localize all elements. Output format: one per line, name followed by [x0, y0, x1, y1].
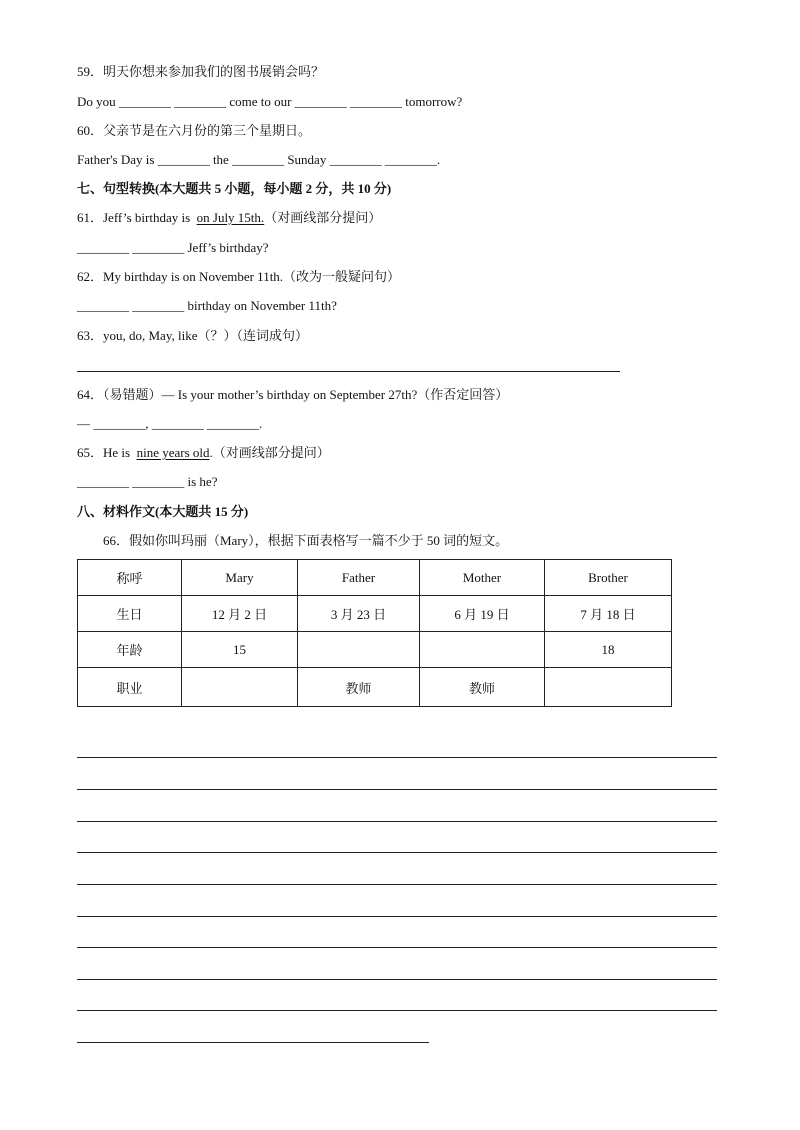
q61-underlined: on July 15th. [196, 210, 265, 225]
q59-prompt: 59．明天你想来参加我们的图书展销会吗？ [77, 64, 325, 79]
table-cell [420, 632, 545, 668]
table-cell: 15 [182, 632, 298, 668]
table-cell: Mother [420, 560, 545, 596]
table-cell [298, 632, 420, 668]
q61-prompt [77, 210, 381, 226]
table-cell: 3 月 23 日 [298, 596, 420, 632]
table-cell: Brother [545, 560, 672, 596]
q65-underlined: nine years old [136, 445, 210, 460]
table-row [78, 668, 672, 707]
writing-line[interactable] [77, 821, 717, 822]
q66-prompt: 66．假如你叫玛丽（Mary），根据下面表格写一篇不少于 50 词的短文。 [103, 533, 509, 548]
writing-line[interactable] [77, 979, 717, 980]
table-cell: 教师 [298, 668, 420, 707]
table-row [78, 596, 672, 632]
table-row [78, 632, 672, 668]
table-cell: 7 月 18 日 [545, 596, 672, 632]
q60-sentence: Father's Day is ________ the ________ Sunday ________ ________. [77, 152, 441, 167]
writing-line[interactable] [77, 789, 717, 790]
q64-answer: — ________, ________ ________. [77, 416, 263, 431]
table-cell: Father [298, 560, 420, 596]
table-cell: 教师 [420, 668, 545, 707]
writing-line[interactable] [77, 884, 717, 885]
table-cell [545, 668, 672, 707]
writing-line[interactable] [77, 1042, 429, 1043]
q61-post: （对画线部分提问） [264, 210, 382, 225]
writing-line[interactable] [77, 1010, 717, 1011]
table-cell: 6 月 19 日 [420, 596, 545, 632]
info-table [77, 559, 672, 707]
q62-prompt: 62．My birthday is on November 11th.（改为一般疑问句） [77, 269, 401, 284]
table-cell: 年龄 [78, 632, 182, 668]
q62-answer: ________ ________ birthday on November 11th? [77, 298, 337, 313]
q63-answer-line[interactable] [77, 371, 620, 372]
q65-answer: ________ ________ is he? [77, 474, 218, 489]
section7-title: 七、句型转换(本大题共 5 小题，每小题 2 分，共 10 分) [77, 181, 392, 196]
q59-sentence: Do you ________ ________ come to our ________ ________ tomorrow? [77, 94, 463, 109]
q65-pre: 65．He is [77, 445, 137, 460]
q61-pre: 61．Jeff’s birthday is [77, 210, 197, 225]
table-cell: 职业 [78, 668, 182, 707]
table-cell: 生日 [78, 596, 182, 632]
table-cell: 18 [545, 632, 672, 668]
writing-line[interactable] [77, 916, 717, 917]
table-cell: 12 月 2 日 [182, 596, 298, 632]
q65-prompt [77, 445, 330, 461]
q61-answer: ________ ________ Jeff’s birthday? [77, 240, 269, 255]
writing-line[interactable] [77, 852, 717, 853]
q63-prompt: 63．you, do, May, like（？）（连词成句） [77, 328, 308, 343]
table-header-row [78, 560, 672, 596]
table-cell [182, 668, 298, 707]
section8-title: 八、材料作文(本大题共 15 分) [77, 504, 249, 519]
q65-post: .（对画线部分提问） [209, 445, 330, 460]
writing-line[interactable] [77, 947, 717, 948]
table-cell: Mary [182, 560, 298, 596]
q60-prompt: 60．父亲节是在六月份的第三个星期日。 [77, 123, 312, 138]
table-cell: 称呼 [78, 560, 182, 596]
q64-prompt: 64．（易错题）— Is your mother’s birthday on September 27th?（作否定回答） [77, 387, 509, 402]
writing-line[interactable] [77, 757, 717, 758]
